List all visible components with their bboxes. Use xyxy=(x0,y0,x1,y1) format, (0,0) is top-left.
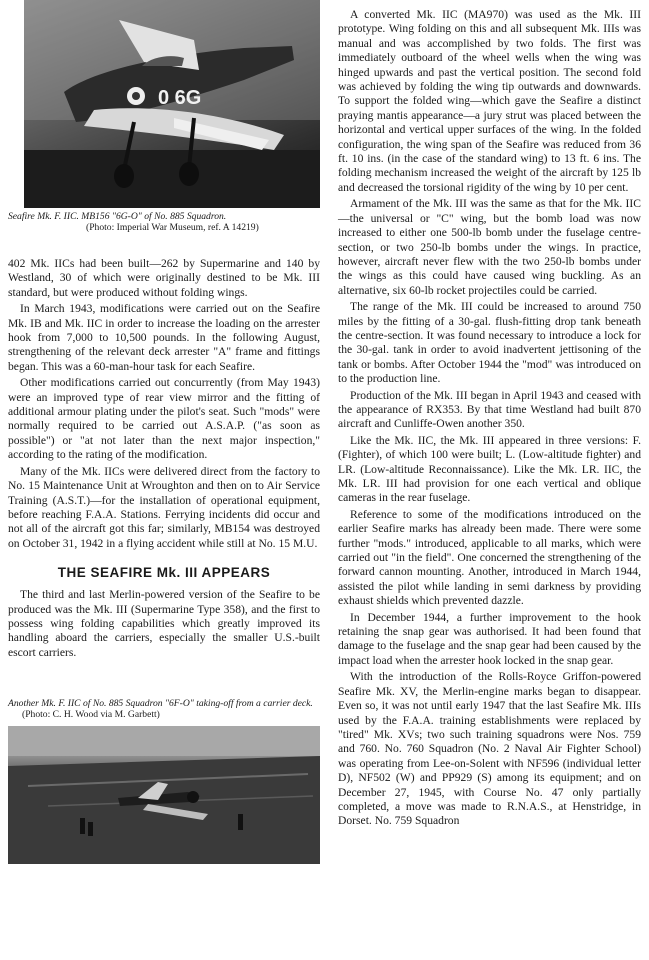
paragraph: A converted Mk. IIC (MA970) was used as the Mk. III prototype. Wing folding on this and all subsequent Mk. IIIs was manual and was accomplished by two folds. The first was immediately outboard of the wheel wells when the wing was hinged upwards and past the vertical position. The second fold was achieved by folding the wing tip outwards and downwards. To support the folded wing—which gave the Seafire a distinct praying mantis appearance—a jury strut was placed between the horizontal and vertical upper surfaces of the wing. In the folded configuration, the wing span of the Seafire was reduced from 36 ft. 10 ins. (in the case of the standard wing) to 13 ft. 6 ins. The folding mechanism increased the weight of the aircraft by 125 lb and decreased the torsional rigidity of the wing by 10 per cent. xyxy=(338,8,641,194)
paragraph: With the introduction of the Rolls-Royce Griffon-powered Seafire Mk. XV, the Merlin-engine marks began to disappear. Even so, it was not until early 1947 that the last Seafire Mk. IIIs used by the F.A.A. training establishments were replaced by "tired" Mk. XVs; two such training squadrons were Nos. 759 and 760. No. 760 Squadron (No. 2 Naval Air Fighter School) was operating from Lee-on-Solent with NF596 (individual letter D), NF502 (W) and PP929 (S) among its equipment; and on December 27, 1945, with Course No. 47 only partially completed, a move was made to R.N.A.S., at Henstridge, in Dorset. No. 759 Squadron xyxy=(338,670,641,828)
paragraph: The range of the Mk. III could be increased to around 750 miles by the fitting of a 30-gal. flush-fitting drop tank beneath the centre-section. It was found necessary to introduce a lock for the 30-gal. tank in order to avoid inadvertent jettisoning of the tank or bombs. After October 1944 the "mod" was introduced on to the production line. xyxy=(338,300,641,386)
paragraph: Like the Mk. IIC, the Mk. III appeared in three versions: F. (Fighter), of which 100 were built; L. (Low-altitude fighter) and LR. (Low-altitude Reconnaissance). Like the Mk. LR. IIC, the Mk. LR. III had provision for one each vertical and oblique cameras in the rear fuselage. xyxy=(338,433,641,505)
left-column xyxy=(8,0,320,864)
photo1-credit: (Photo: Imperial War Museum, ref. A 14219) xyxy=(86,222,259,233)
paragraph: In March 1943, modifications were carried out on the Seafire Mk. IB and Mk. IIC in order to increase the loading on the arrester hook from 7,000 to 10,500 pounds. In the following August, strengthening of the relevant deck arrester "A" frame and fittings began. This was a 60-man-hour task for each Seafire. xyxy=(8,302,320,373)
photo2-caption xyxy=(8,698,320,720)
paragraph: Production of the Mk. III began in April 1943 and ceased with the appearance of RX353. By that time Westland had built 870 aircraft and Cunliffe-Owen another 350. xyxy=(338,388,641,431)
right-column xyxy=(338,8,641,831)
paragraph: Armament of the Mk. III was the same as that for the Mk. IIC—the universal or "C" wing, but the bomb load was now increased to either one 500-lb bomb under the fuselage centre-section, or two 250-lb bombs under the wings. In practice, however, aircraft never flew with the two 250-lb bombs under the wings as this could have caused wing buckling. As an alternative, six 60-lb rocket projectiles could be carried. xyxy=(338,197,641,297)
paragraph: Reference to some of the modifications introduced on the earlier Seafire marks has already been made. There were some further "mods." introduced, applicable to all marks, which were carried out "in the field". One concerned the strengthening of the forward cannon mounting. Another, introduced in March 1944, assisted the pilot while landing in semi darkness by providing exhaust shields which prevented dazzle. xyxy=(338,507,641,608)
left-body-text xyxy=(8,257,320,551)
photo2-credit: (Photo: C. H. Wood via M. Garbett) xyxy=(22,709,160,721)
paragraph: Many of the Mk. IICs were delivered direct from the factory to No. 15 Maintenance Unit at Wroughton and then on to Air Service Training (A.S.T.)—for the installation of operational equipment, before reaching F.A.A. Stations. Ferrying incidents did occur and not all of the aircraft got this far; similarly, MB154 was destroyed on October 31, 1942 in a flying accident while still at No. 15 M.U. xyxy=(8,464,320,550)
aircraft-illustration xyxy=(24,0,320,208)
paragraph: 402 Mk. IICs had been built—262 by Supermarine and 140 by Westland, 30 of which were originally destined to be Mk. III standard, but were produced without folding wings. xyxy=(8,257,320,299)
photo1-caption-text: Seafire Mk. F. IIC. MB156 "6G-O" of No. 885 Squadron. xyxy=(8,211,227,222)
carrier-deck-photo xyxy=(8,726,320,864)
aircraft-marking: 0 6G xyxy=(158,87,202,109)
paragraph: Other modifications carried out concurrently (from May 1943) were an improved type of rear view mirror and the fitting of additional armour plating under the pilot's seat. Such "mods" were normally required to be carried out A.S.A.P. ("as soon as possible") or "at not later than the next major inspection," according to the rating of the modification. xyxy=(8,376,320,462)
section-paragraph: The third and last Merlin-powered version of the Seafire to be produced was the Mk. III (Supermarine Type 358), and the first to possess wing folding capabilities which greatly improved its handling aboard the carriers, especially the smaller U.S.-built escort carriers. xyxy=(8,588,320,659)
carrier-deck-illustration xyxy=(8,726,320,864)
section-heading: THE SEAFIRE Mk. III APPEARS xyxy=(57,565,271,581)
photo2-caption-text: Another Mk. F. IIC of No. 885 Squadron "6F-O" taking-off from a carrier deck. xyxy=(8,698,313,710)
paragraph: In December 1944, a further improvement to the hook retaining the snap gear was authorised. It had been found that damage to the fuselage and the snap gear had been caused by the impact load when the arrester hook locked in the snap gear. xyxy=(338,610,641,667)
seafire-6g-o-photo xyxy=(24,0,320,208)
photo1-caption xyxy=(8,211,320,233)
